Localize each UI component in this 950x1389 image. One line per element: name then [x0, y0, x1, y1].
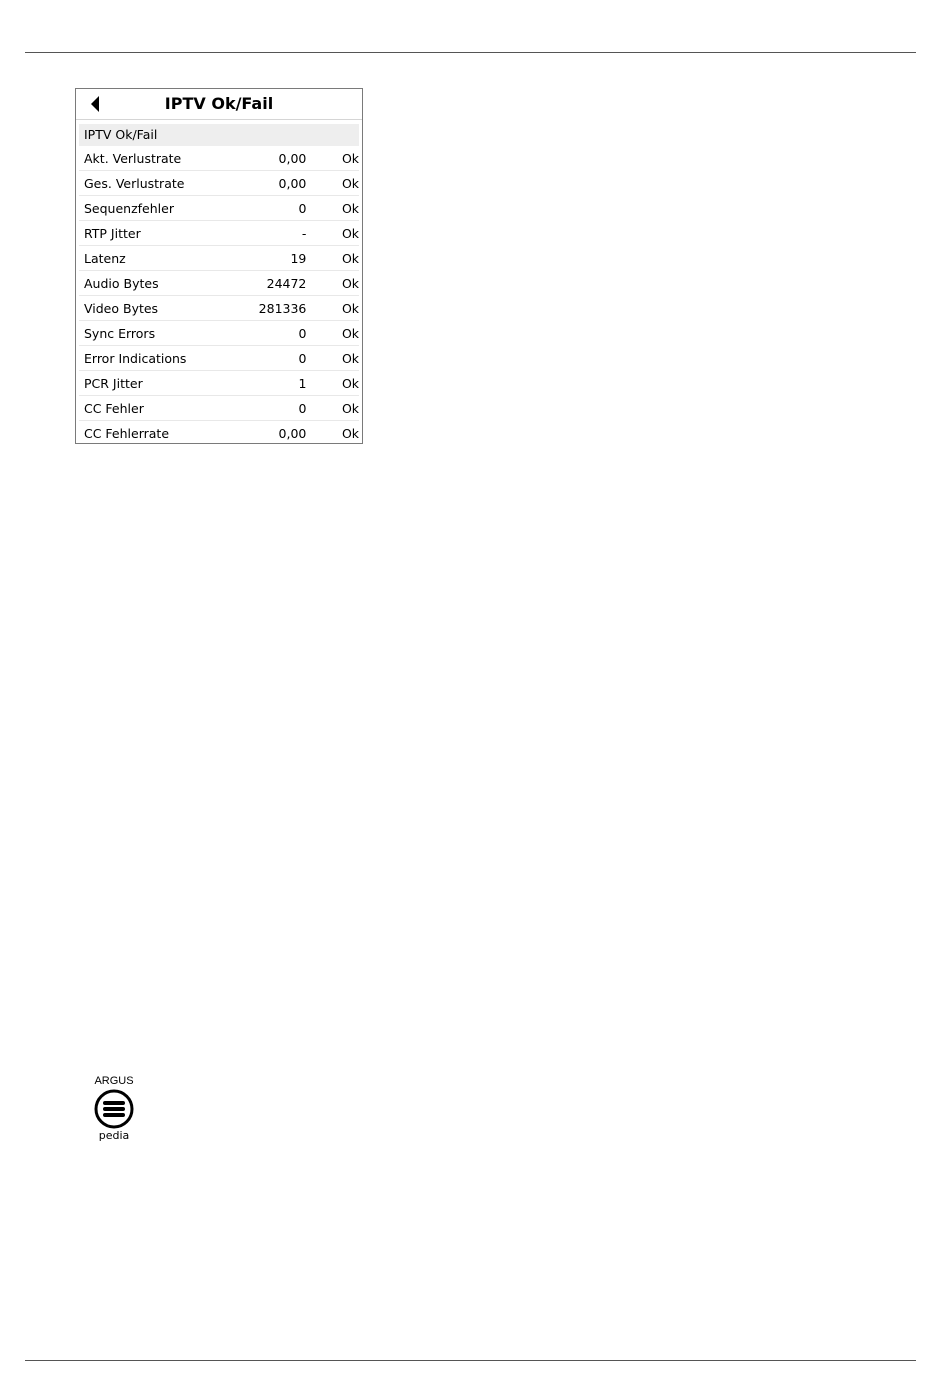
row-value: 0: [298, 325, 307, 341]
list-item[interactable]: [79, 321, 359, 346]
row-value: 1: [298, 375, 307, 391]
logo-bottom-text: pedia: [98, 1129, 130, 1142]
panel-header: [76, 89, 362, 120]
row-value: 0: [298, 350, 307, 366]
list-item[interactable]: [79, 396, 359, 421]
row-status: Ok: [341, 400, 360, 416]
row-status: Ok: [341, 425, 360, 441]
row-label: Latenz: [84, 250, 126, 266]
row-value: 281336: [258, 300, 307, 316]
list-item[interactable]: [79, 371, 359, 396]
row-label: CC Fehler: [84, 400, 144, 416]
row-status: Ok: [341, 200, 360, 216]
logo-top-text: ARGUS: [94, 1075, 134, 1087]
row-label: PCR Jitter: [84, 375, 143, 391]
row-value: 24472: [266, 275, 307, 291]
row-label: Audio Bytes: [84, 275, 159, 291]
row-label: Akt. Verlustrate: [84, 150, 182, 166]
list-item[interactable]: [79, 171, 359, 196]
list-item[interactable]: [79, 196, 359, 221]
row-label: Error Indications: [84, 350, 187, 366]
row-label: RTP Jitter: [84, 225, 141, 241]
menu-circle-icon: [93, 1089, 135, 1129]
list-item[interactable]: [79, 271, 359, 296]
list-item[interactable]: [79, 296, 359, 321]
top-divider: [25, 52, 916, 53]
section-header: IPTV Ok/Fail: [79, 124, 359, 146]
row-label: CC Fehlerrate: [84, 425, 170, 441]
iptv-ok-fail-panel: [75, 88, 363, 444]
argus-pedia-logo: [86, 1075, 142, 1145]
list-item[interactable]: [79, 221, 359, 246]
list-item[interactable]: [79, 421, 359, 445]
row-value: 0,00: [278, 175, 307, 191]
row-value: 0: [298, 400, 307, 416]
row-value: -: [301, 225, 307, 241]
row-status: Ok: [341, 150, 360, 166]
row-value: 0: [298, 200, 307, 216]
row-status: Ok: [341, 325, 360, 341]
row-status: Ok: [341, 375, 360, 391]
row-status: Ok: [341, 250, 360, 266]
row-label: Sequenzfehler: [84, 200, 174, 216]
list-item[interactable]: [79, 146, 359, 171]
page-title: IPTV Ok/Fail: [164, 94, 274, 113]
result-list: [79, 146, 359, 445]
row-status: Ok: [341, 225, 360, 241]
row-value: 19: [290, 250, 307, 266]
row-status: Ok: [341, 300, 360, 316]
row-value: 0,00: [278, 150, 307, 166]
row-status: Ok: [341, 350, 360, 366]
row-label: Ges. Verlustrate: [84, 175, 185, 191]
row-label: Sync Errors: [84, 325, 156, 341]
list-item[interactable]: [79, 346, 359, 371]
row-status: Ok: [341, 275, 360, 291]
row-status: Ok: [341, 175, 360, 191]
bottom-divider: [25, 1360, 916, 1361]
list-item[interactable]: [79, 246, 359, 271]
row-label: Video Bytes: [84, 300, 159, 316]
row-value: 0,00: [278, 425, 307, 441]
